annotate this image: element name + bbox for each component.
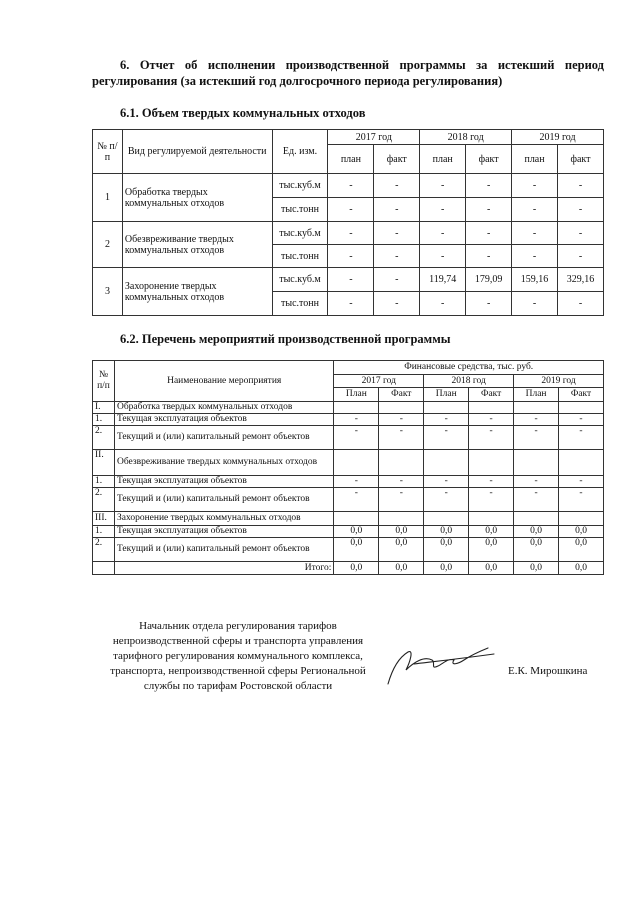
t1-value: 329,16 bbox=[558, 268, 604, 292]
t1-value: - bbox=[374, 222, 420, 245]
t2-value: 0,0 bbox=[424, 526, 469, 538]
t1-row-name: Обезвреживание твердых коммунальных отходов bbox=[122, 222, 272, 268]
t1-value: - bbox=[328, 222, 374, 245]
t2-header-year: 2019 год bbox=[514, 375, 604, 388]
t1-header-plan: план bbox=[420, 145, 466, 174]
t1-value: - bbox=[466, 174, 512, 198]
t2-value: - bbox=[514, 414, 559, 426]
t2-item-name: Текущая эксплуатация объектов bbox=[114, 414, 333, 426]
t2-header-finance: Финансовые средства, тыс. руб. bbox=[334, 361, 604, 375]
t2-value: 0,0 bbox=[559, 538, 604, 562]
t2-section-name: Захоронение твердых коммунальных отходов bbox=[114, 512, 333, 526]
section-1-title: 6.1. Объем твердых коммунальных отходов bbox=[120, 106, 366, 120]
t1-unit: тыс.тонн bbox=[272, 198, 328, 222]
t2-value: - bbox=[379, 476, 424, 488]
report-heading: 6. Отчет об исполнении производственной программы за истекший период регулирования (за истекший год долгосрочного периода регулирования) bbox=[92, 58, 604, 88]
t1-value: - bbox=[512, 174, 558, 198]
t1-value: - bbox=[512, 198, 558, 222]
t2-value: - bbox=[334, 414, 379, 426]
t2-item-num: 1. bbox=[93, 414, 115, 426]
t1-value: - bbox=[420, 174, 466, 198]
t2-value: - bbox=[424, 476, 469, 488]
t2-header-plan: План bbox=[514, 388, 559, 402]
t2-value: 0,0 bbox=[379, 538, 424, 562]
t2-total-value: 0,0 bbox=[514, 562, 559, 575]
t1-value: - bbox=[420, 198, 466, 222]
t2-item-name: Текущий и (или) капитальный ремонт объектов bbox=[114, 488, 333, 512]
handwritten-signature bbox=[384, 640, 499, 688]
section-2-title: 6.2. Перечень мероприятий производственной программы bbox=[120, 332, 451, 346]
t1-value: 119,74 bbox=[420, 268, 466, 292]
t2-value: - bbox=[469, 488, 514, 512]
t2-item-num: 1. bbox=[93, 476, 115, 488]
t2-value: - bbox=[559, 426, 604, 450]
t2-value: 0,0 bbox=[424, 538, 469, 562]
t1-value: 179,09 bbox=[466, 268, 512, 292]
t1-header-fact: факт bbox=[558, 145, 604, 174]
t2-section-num: III. bbox=[93, 512, 115, 526]
t1-value: - bbox=[558, 174, 604, 198]
t1-value: - bbox=[558, 222, 604, 245]
t2-value: - bbox=[424, 488, 469, 512]
t2-header-name: Наименование мероприятия bbox=[114, 361, 333, 402]
t2-section-num: II. bbox=[93, 450, 115, 476]
t2-value: 0,0 bbox=[469, 538, 514, 562]
t1-row-num: 2 bbox=[93, 222, 123, 268]
t1-unit: тыс.куб.м bbox=[272, 222, 328, 245]
t2-value: - bbox=[379, 426, 424, 450]
t2-value: - bbox=[334, 426, 379, 450]
t1-value: - bbox=[420, 292, 466, 316]
t2-value: - bbox=[379, 488, 424, 512]
t2-value: - bbox=[559, 476, 604, 488]
t2-value: - bbox=[379, 414, 424, 426]
t1-unit: тыс.тонн bbox=[272, 292, 328, 316]
t1-value: - bbox=[374, 268, 420, 292]
t1-value: - bbox=[374, 245, 420, 268]
t1-header-year: 2018 год bbox=[420, 130, 512, 145]
t1-value: - bbox=[558, 245, 604, 268]
t1-value: 159,16 bbox=[512, 268, 558, 292]
t2-value: - bbox=[334, 476, 379, 488]
t1-value: - bbox=[558, 198, 604, 222]
t1-unit: тыс.куб.м bbox=[272, 174, 328, 198]
t2-total-value: 0,0 bbox=[469, 562, 514, 575]
t2-header-fact: Факт bbox=[469, 388, 514, 402]
t1-value: - bbox=[328, 198, 374, 222]
t1-header-fact: факт bbox=[374, 145, 420, 174]
t2-section-name: Обработка твердых коммунальных отходов bbox=[114, 402, 333, 414]
t2-header-num: № п/п bbox=[93, 361, 115, 402]
t1-value: - bbox=[374, 292, 420, 316]
t1-value: - bbox=[420, 222, 466, 245]
t2-value: - bbox=[469, 426, 514, 450]
t2-item-num: 2. bbox=[93, 426, 115, 450]
t2-value: - bbox=[559, 488, 604, 512]
t2-value: 0,0 bbox=[514, 526, 559, 538]
t1-header-plan: план bbox=[512, 145, 558, 174]
t1-value: - bbox=[512, 292, 558, 316]
t2-value: - bbox=[424, 426, 469, 450]
t1-value: - bbox=[512, 222, 558, 245]
t1-value: - bbox=[512, 245, 558, 268]
t2-item-num: 2. bbox=[93, 488, 115, 512]
t2-value: 0,0 bbox=[514, 538, 559, 562]
t1-header-activity: Вид регулируемой деятельности bbox=[122, 130, 272, 174]
t2-value: 0,0 bbox=[559, 526, 604, 538]
t2-value: - bbox=[469, 476, 514, 488]
t2-value: - bbox=[514, 476, 559, 488]
t2-item-num: 1. bbox=[93, 526, 115, 538]
t2-value: 0,0 bbox=[334, 538, 379, 562]
t1-unit: тыс.тонн bbox=[272, 245, 328, 268]
program-measures-table bbox=[92, 360, 604, 575]
t2-value: - bbox=[334, 488, 379, 512]
t2-value: - bbox=[469, 414, 514, 426]
waste-volume-table bbox=[92, 129, 604, 316]
t2-total-value: 0,0 bbox=[379, 562, 424, 575]
t2-item-name: Текущая эксплуатация объектов bbox=[114, 526, 333, 538]
t2-item-name: Текущий и (или) капитальный ремонт объектов bbox=[114, 538, 333, 562]
t1-value: - bbox=[466, 222, 512, 245]
t2-header-fact: Факт bbox=[379, 388, 424, 402]
t1-value: - bbox=[328, 268, 374, 292]
t1-value: - bbox=[420, 245, 466, 268]
t2-value: - bbox=[559, 414, 604, 426]
t2-header-plan: План bbox=[334, 388, 379, 402]
t2-total-label: Итого: bbox=[114, 562, 333, 575]
t2-section-num: I. bbox=[93, 402, 115, 414]
t1-header-fact: факт bbox=[466, 145, 512, 174]
t2-item-name: Текущий и (или) капитальный ремонт объектов bbox=[114, 426, 333, 450]
t1-value: - bbox=[374, 174, 420, 198]
t2-value: - bbox=[514, 426, 559, 450]
t1-row-name: Обработка твердых коммунальных отходов bbox=[122, 174, 272, 222]
t1-row-num: 1 bbox=[93, 174, 123, 222]
t2-item-num: 2. bbox=[93, 538, 115, 562]
t1-row-name: Захоронение твердых коммунальных отходов bbox=[122, 268, 272, 316]
t1-row-num: 3 bbox=[93, 268, 123, 316]
t1-value: - bbox=[558, 292, 604, 316]
t1-value: - bbox=[466, 292, 512, 316]
t1-value: - bbox=[328, 245, 374, 268]
t1-header-num: № п/п bbox=[93, 130, 123, 174]
t2-header-plan: План bbox=[424, 388, 469, 402]
t1-header-year: 2017 год bbox=[328, 130, 420, 145]
t1-value: - bbox=[466, 198, 512, 222]
t2-value: 0,0 bbox=[469, 526, 514, 538]
t1-unit: тыс.куб.м bbox=[272, 268, 328, 292]
t1-value: - bbox=[466, 245, 512, 268]
signatory-name: Е.К. Мирошкина bbox=[508, 665, 588, 677]
t2-item-name: Текущая эксплуатация объектов bbox=[114, 476, 333, 488]
t2-total-value: 0,0 bbox=[424, 562, 469, 575]
t2-header-year: 2017 год bbox=[334, 375, 424, 388]
t2-header-year: 2018 год bbox=[424, 375, 514, 388]
t2-value: 0,0 bbox=[379, 526, 424, 538]
t2-total-value: 0,0 bbox=[559, 562, 604, 575]
t1-value: - bbox=[328, 292, 374, 316]
t2-total-value: 0,0 bbox=[334, 562, 379, 575]
t1-header-year: 2019 год bbox=[512, 130, 604, 145]
t2-section-name: Обезвреживание твердых коммунальных отходов bbox=[114, 450, 333, 476]
t2-header-fact: Факт bbox=[559, 388, 604, 402]
signatory-position: Начальник отдела регулирования тарифов непроизводственной сферы и транспорта управления тарифного регулирования коммунального комплекса, транспорта, непроизводственной сферы Региональной службы по тарифам Ростовской области bbox=[110, 620, 366, 692]
t2-value: - bbox=[424, 414, 469, 426]
t2-value: 0,0 bbox=[334, 526, 379, 538]
t1-header-unit: Ед. изм. bbox=[272, 130, 328, 174]
t1-value: - bbox=[374, 198, 420, 222]
t1-value: - bbox=[328, 174, 374, 198]
t1-header-plan: план bbox=[328, 145, 374, 174]
t2-value: - bbox=[514, 488, 559, 512]
